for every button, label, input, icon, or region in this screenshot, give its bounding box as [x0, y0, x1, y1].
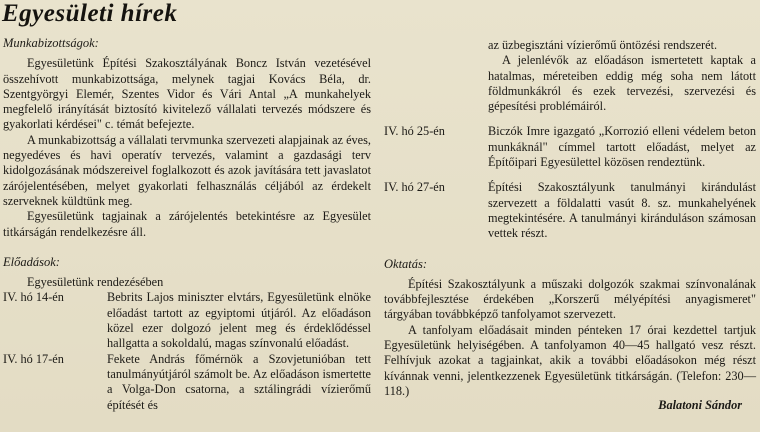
committee-paragraph-2: A munkabizottság a vállalati tervmunka szervezeti alapjainak az éves, negyedéves és havi operatív tervezés, valamint a gazdasági terv kidolgozásának módszereivel foglalkozott és azok javítására tett javaslatot zárójelentésében, melyet gyakorlati felhasználás céljából az érdekelt szerveknek küldtünk meg. [3, 132, 371, 208]
entry-date: IV. hó 14-én [3, 290, 64, 305]
left-column [3, 36, 371, 413]
training-paragraph-1: Építési Szakosztályunk a műszaki dolgozók szakmai színvonalának továbbfejlesztése érdekében „Korszerű mélyépítési anyagismeret" tárgyában továbbképző tanfolyamot szervezett. [384, 276, 756, 322]
entry-text: Építési Szakosztályunk tanulmányi kirándulást szervezett a földalatti vasút 8. sz. munkahelyének megtekintésére. A tanulmányi kiránduláson számosan vettek részt. [488, 180, 756, 241]
entry-date: IV. hó 27-én [384, 180, 445, 195]
heading-committees: Munkabizottságok: [3, 36, 99, 50]
lecture-entry-2-paragraph [384, 53, 756, 114]
entry-text: A jelenlévők az előadáson ismertetett kaptak a hatalmas, méreteiben eddig még soha nem látott földmunkákról és ezek tervezési, szervezési és gépesítési problémáiról. [488, 53, 756, 114]
lecture-entry-4 [384, 180, 756, 241]
lecture-entry-2 [3, 352, 371, 413]
lectures-intro: Egyesületünk rendezésében [27, 275, 164, 290]
right-column [384, 38, 756, 412]
committee-paragraph-1: Egyesületünk Építési Szakosztályának Boncz István vezetésével összehívott munkabizottsága, melynek tagjai Kovács Béla, dr. Szentgyörgyi Elemér, Szentes Vidor és Vári Antal „A munkahelyek megfelelő irányítását biztosító kivitelező vállalati tervezés módszere és gyakorlati kérdései" c. témát befejezte. [3, 56, 371, 132]
entry-text: az üzbegisztáni vízierőmű öntözési rendszerét. [488, 38, 718, 52]
committee-paragraph-3: Egyesületünk tagjainak a zárójelentés betekintésre az Egyesület titkárságán rendelkezésre áll. [3, 209, 371, 239]
entry-text: Bebrits Lajos miniszter elvtárs, Egyesületünk elnöke előadást tartott az egyiptomi útjáról. Az előadáson közel ezer dolgozó jelent meg és érdeklődéssel hallgatta a sokoldalú, magas színvonalú előadást. [107, 290, 371, 351]
lecture-entry-2-continued [384, 38, 756, 53]
entry-date: IV. hó 17-én [3, 351, 64, 366]
heading-lectures: Előadások: [3, 254, 60, 269]
training-paragraph-2: A tanfolyam előadásait minden pénteken 17 órai kezdettel tartjuk Egyesületünk helyiségében. A tanfolyamon 40—45 hallgató vesz részt. Felhívjuk azokat a tagjainkat, akik a további előadásokon még részt kívánnak venni, jelentkezzenek Egyesületünk titkárságán. (Telefon: 230—118.) [384, 322, 756, 398]
lecture-entry-1 [3, 290, 371, 351]
entry-date: IV. hó 25-én [384, 124, 445, 139]
heading-training: Oktatás: [384, 256, 428, 271]
page-title: Egyesületi hírek [2, 0, 178, 27]
entry-text: Biczók Imre igazgató „Korrozió elleni védelem beton munkáknál" címmel tartott előadást, melyet az Építőipari Egyesülettel közösen rendeztünk. [488, 124, 756, 170]
signature: Balatoni Sándor [658, 398, 742, 413]
lecture-entry-3 [384, 124, 756, 170]
entry-text: Fekete András főmérnök a Szovjetunióban tett tanulmányútjáról számolt be. Az előadáson ismertette a Volga-Don csatorna, a sztálingrádi vízierőmű építését és [107, 351, 371, 412]
